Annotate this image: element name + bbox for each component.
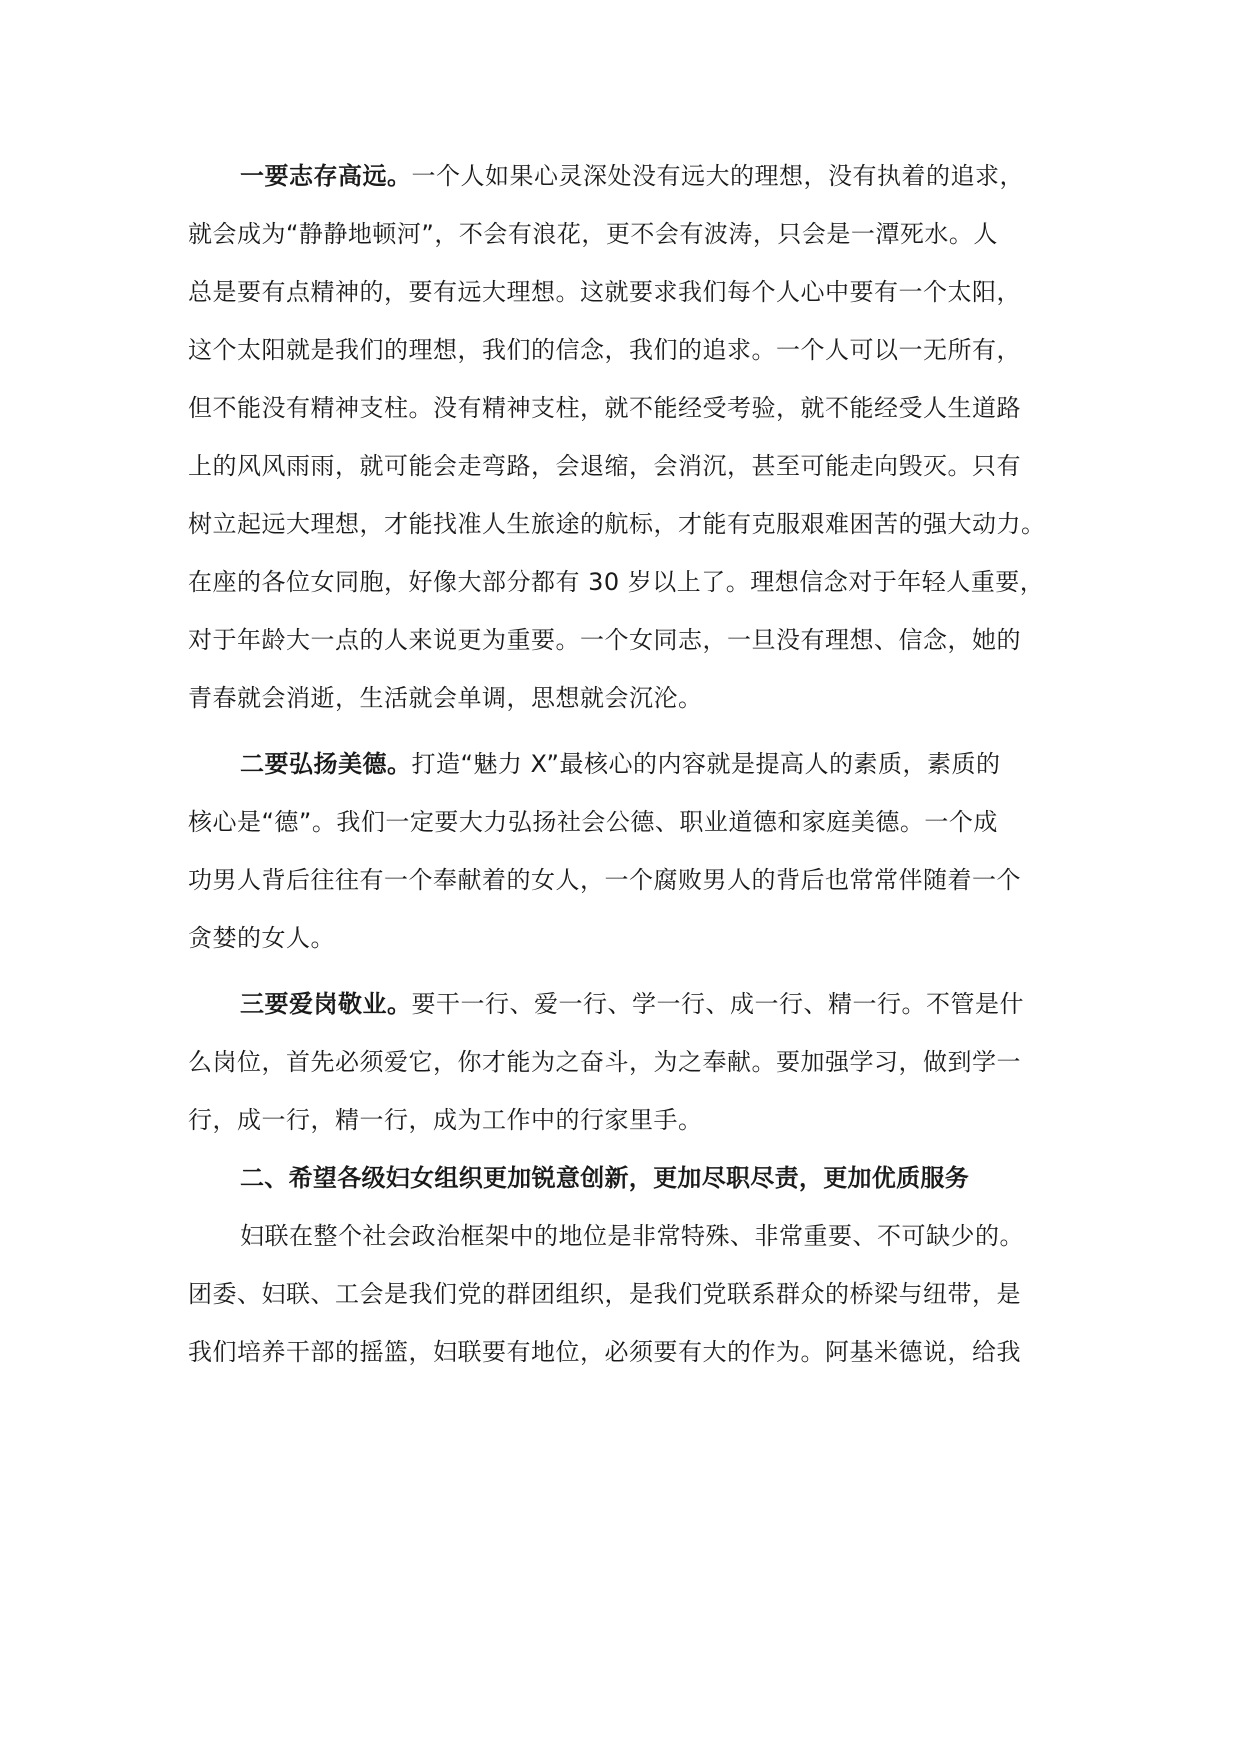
paragraph-line: 在座的各位女同胞，好像大部分都有 30 岁以上了。理想信念对于年轻人重要，: [188, 568, 1045, 596]
paragraph-lead: 一要志存高远。: [240, 162, 412, 190]
paragraph-line: 就会成为“静静地顿河”，不会有浪花，更不会有波涛，只会是一潭死水。人: [188, 220, 998, 248]
paragraph-line: 么岗位，首先必须爱它，你才能为之奋斗，为之奉献。要加强学习，做到学一: [188, 1048, 1021, 1076]
paragraph-line: 团委、妇联、工会是我们党的群团组织，是我们党联系群众的桥梁与纽带，是: [188, 1280, 1021, 1308]
paragraph-text: 打造“魅力 X”最核心的内容就是提高人的素质，素质的: [411, 750, 1001, 778]
paragraph-line: [240, 988, 1068, 1020]
paragraph-text: 要干一行、爱一行、学一行、成一行、精一行。不管是什: [411, 990, 1024, 1018]
paragraph-line: 贪婪的女人。: [188, 924, 335, 952]
paragraph-line: 上的风风雨雨，就可能会走弯路，会退缩，会消沉，甚至可能走向毁灭。只有: [188, 452, 1021, 480]
paragraph-line: 树立起远大理想，才能找准人生旅途的航标，才能有克服艰难困苦的强大动力。: [188, 510, 1046, 538]
paragraph-lead: 二要弘扬美德。: [240, 750, 412, 778]
paragraph-line: 我们培养干部的摇篮，妇联要有地位，必须要有大的作为。阿基米德说，给我: [188, 1338, 1021, 1366]
paragraph-line: 功男人背后往往有一个奉献着的女人，一个腐败男人的背后也常常伴随着一个: [188, 866, 1021, 894]
paragraph-line: 但不能没有精神支柱。没有精神支柱，就不能经受考验，就不能经受人生道路: [188, 394, 1021, 422]
paragraph-line: 核心是“德”。我们一定要大力弘扬社会公德、职业道德和家庭美德。一个成: [188, 808, 998, 836]
paragraph-line: 这个太阳就是我们的理想，我们的信念，我们的追求。一个人可以一无所有，: [188, 336, 1021, 364]
paragraph-line: [240, 160, 1068, 192]
paragraph-line: 青春就会消逝，生活就会单调，思想就会沉沦。: [188, 684, 703, 712]
paragraph-line: 总是要有点精神的，要有远大理想。这就要求我们每个人心中要有一个太阳，: [188, 278, 1021, 306]
paragraph-line: 行，成一行，精一行，成为工作中的行家里手。: [188, 1106, 703, 1134]
paragraph-line: 对于年龄大一点的人来说更为重要。一个女同志，一旦没有理想、信念，她的: [188, 626, 1021, 654]
paragraph-text: 一个人如果心灵深处没有远大的理想，没有执着的追求，: [411, 162, 1024, 190]
paragraph-line: 妇联在整个社会政治框架中的地位是非常特殊、非常重要、不可缺少的。: [240, 1222, 1024, 1250]
paragraph-line: [240, 748, 1068, 780]
paragraph-lead: 三要爱岗敬业。: [240, 990, 412, 1018]
section-heading: 二、希望各级妇女组织更加锐意创新，更加尽职尽责，更加优质服务: [240, 1164, 969, 1192]
